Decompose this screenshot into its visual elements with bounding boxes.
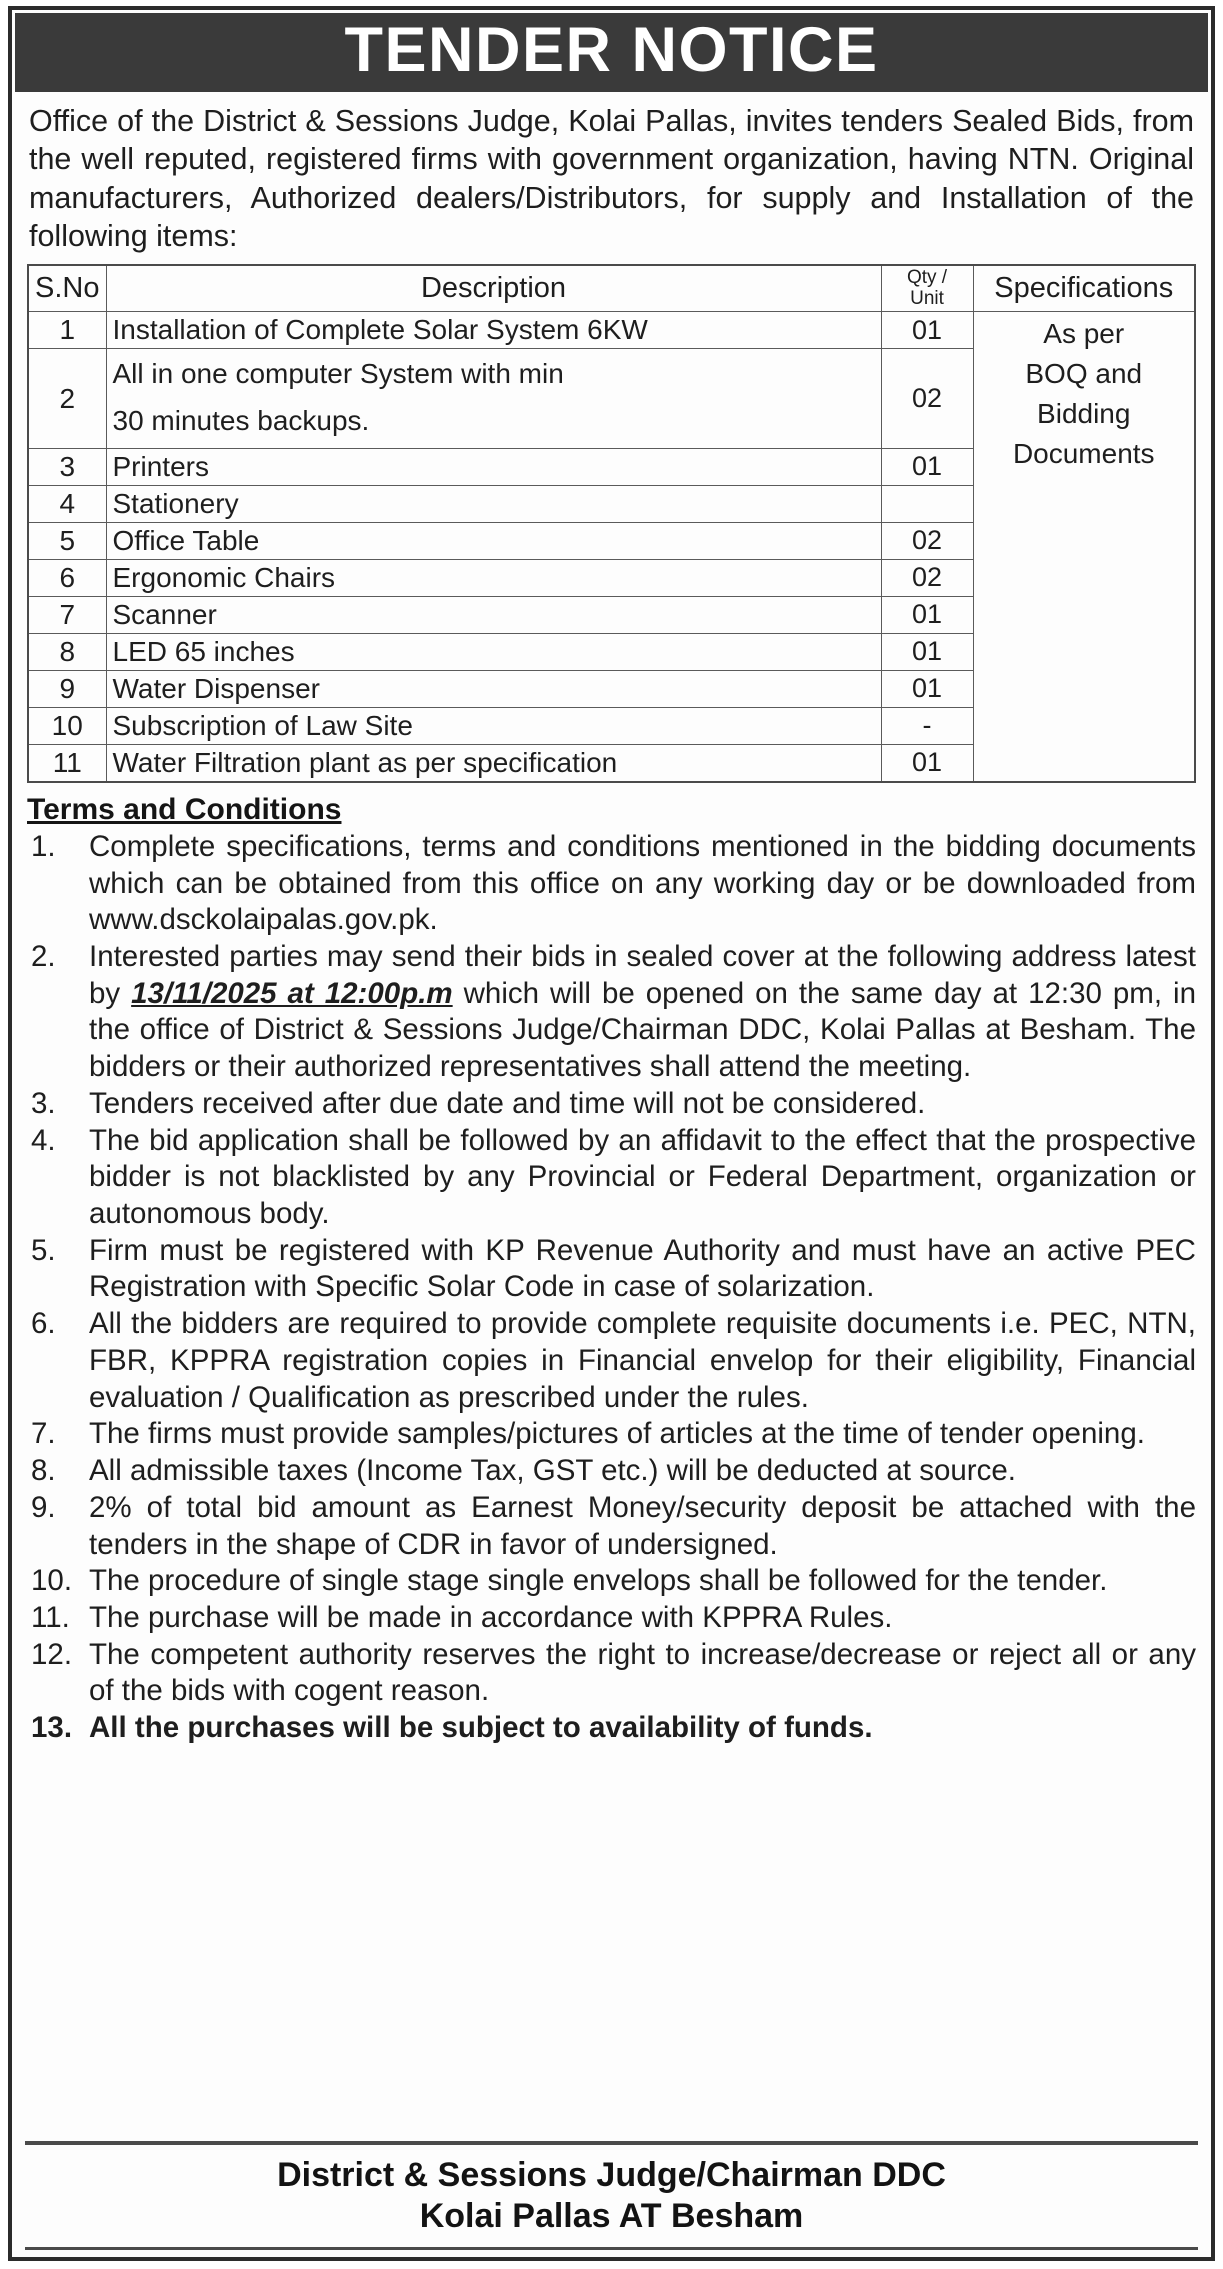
terms-item-text: All the purchases will be subject to availability of funds. — [89, 1711, 873, 1745]
terms-item-text: All the bidders are required to provide complete requisite documents i.e. PEC, NTN, FBR, KPPRA registration copies in Financial envelop for their eligibility, Financial evaluation / Qualification as prescribed under the rules. — [89, 1307, 1196, 1414]
specifications-line: Documents — [1012, 437, 1155, 469]
terms-item-number: 3. — [31, 1086, 56, 1120]
terms-item-number: 11. — [31, 1600, 70, 1634]
terms-list — [27, 829, 1196, 1747]
footer-location: Kolai Pallas AT Besham — [419, 2197, 804, 2236]
terms-section — [15, 783, 1208, 2136]
cell-sno: 9 — [28, 670, 106, 707]
cell-qty: 01 — [881, 633, 973, 670]
terms-item-number: 7. — [31, 1417, 56, 1451]
terms-item-number: 6. — [31, 1307, 56, 1341]
terms-item — [27, 1123, 1196, 1233]
terms-item-text: Firm must be registered with KP Revenue Authority and must have an active PEC Registration with Specific Solar Code in case of solarization. — [89, 1233, 1196, 1304]
cell-description: LED 65 inches — [106, 633, 881, 670]
cell-description: Scanner — [106, 596, 881, 633]
cell-description: Office Table — [106, 522, 881, 559]
terms-item-text: The firms must provide samples/pictures of articles at the time of tender opening. — [89, 1417, 1145, 1451]
terms-item-number: 12. — [31, 1637, 73, 1671]
col-header-specifications: Specifications — [973, 265, 1195, 312]
terms-item — [27, 939, 1196, 1086]
terms-item-number: 2. — [31, 940, 56, 973]
items-table — [27, 264, 1196, 783]
cell-description: Subscription of Law Site — [106, 707, 881, 744]
table-row — [28, 312, 1195, 349]
terms-heading: Terms and Conditions — [27, 792, 342, 826]
terms-item-number: 4. — [31, 1123, 56, 1157]
cell-specifications — [973, 312, 1195, 782]
cell-qty: 01 — [881, 312, 973, 349]
terms-item-text: The competent authority reserves the right to increase/decrease or reject all or any of the bids with cogent reason. — [89, 1637, 1196, 1708]
page-title: TENDER NOTICE — [344, 15, 879, 85]
description-line-2: 30 minutes backups. — [112, 404, 370, 436]
terms-item — [27, 1086, 1196, 1123]
specifications-line: As per — [1043, 318, 1125, 350]
cell-description: Water Filtration plant as per specification — [106, 744, 881, 782]
cell-qty: 01 — [881, 596, 973, 633]
cell-description: Printers — [106, 448, 881, 485]
cell-sno: 5 — [28, 522, 106, 559]
specifications-line: BOQ and — [1025, 358, 1143, 390]
terms-item-number: 8. — [31, 1454, 56, 1488]
items-table-head — [28, 265, 1195, 312]
terms-item-text: The bid application shall be followed by an affidavit to the effect that the prospective bidder is not blacklisted by any Provincial or Federal Department, organization or autonomous body. — [89, 1123, 1196, 1231]
terms-item — [27, 1490, 1196, 1563]
terms-item-text: The purchase will be made in accordance with KPPRA Rules. — [89, 1600, 893, 1634]
cell-qty: 02 — [881, 559, 973, 596]
cell-description: Stationery — [106, 485, 881, 522]
cell-description: Ergonomic Chairs — [106, 559, 881, 596]
items-table-body — [28, 312, 1195, 782]
terms-item-number: 5. — [31, 1233, 56, 1267]
terms-item — [27, 1563, 1196, 1600]
specifications-line: Bidding — [1037, 397, 1131, 429]
cell-qty: 01 — [881, 670, 973, 707]
col-header-qty-unit: Qty / Unit — [881, 265, 973, 312]
cell-qty: 02 — [881, 522, 973, 559]
terms-item — [27, 1710, 1196, 1747]
terms-item-text: All admissible taxes (Income Tax, GST etc.) will be deducted at source. — [89, 1454, 1016, 1488]
cell-sno: 3 — [28, 448, 106, 485]
title-banner — [15, 13, 1208, 92]
cell-sno: 11 — [28, 744, 106, 782]
deadline-highlight: 13/11/2025 at 12:00p.m — [131, 976, 453, 1010]
terms-item-text: Complete specifications, terms and conditions mentioned in the bidding documents which can be obtained from this office on any working day or be downloaded from www.dsckolaipalas.gov.pk. — [89, 829, 1196, 937]
terms-item-text: Tenders received after due date and time will not be considered. — [89, 1086, 926, 1120]
col-header-sno: S.No — [28, 265, 106, 312]
cell-description — [106, 349, 881, 448]
cell-sno: 8 — [28, 633, 106, 670]
intro-paragraph: Office of the District & Sessions Judge, Kolai Pallas, invites tenders Sealed Bids, from the well reputed, registered firms with government organization, having NTN. Original manufacturers, Authorized dealers/Distributors, for supply and Installation of the following items: — [29, 104, 1194, 254]
terms-item — [27, 829, 1196, 939]
terms-item — [27, 1637, 1196, 1710]
terms-item — [27, 1600, 1196, 1637]
cell-sno: 4 — [28, 485, 106, 522]
cell-sno: 1 — [28, 312, 106, 349]
col-header-description: Description — [106, 265, 881, 312]
notice-frame — [8, 6, 1215, 2261]
terms-item-number: 10. — [31, 1564, 73, 1598]
terms-item — [27, 1453, 1196, 1490]
cell-description: Installation of Complete Solar System 6KW — [106, 312, 881, 349]
terms-item — [27, 1233, 1196, 1306]
cell-qty: 01 — [881, 448, 973, 485]
cell-qty: - — [881, 707, 973, 744]
terms-item-number: 9. — [31, 1490, 56, 1524]
cell-sno: 2 — [28, 349, 106, 448]
items-table-wrapper — [15, 262, 1208, 783]
cell-qty: 01 — [881, 744, 973, 782]
terms-item-text: 2% of total bid amount as Earnest Money/security deposit be attached with the tenders in the shape of CDR in favor of undersigned. — [89, 1490, 1196, 1561]
description-line-1: All in one computer System with min — [112, 358, 564, 390]
cell-sno: 10 — [28, 707, 106, 744]
terms-item-text — [89, 939, 1196, 1086]
terms-item-text: The procedure of single stage single envelops shall be followed for the tender. — [89, 1564, 1108, 1598]
cell-sno: 7 — [28, 596, 106, 633]
footer-designation: District & Sessions Judge/Chairman DDC — [277, 2156, 946, 2195]
terms-item-number: 13. — [31, 1711, 73, 1745]
terms-text-before: Interested parties may send their bids in sealed cover at the following address latest by — [89, 940, 1196, 1010]
cell-qty — [881, 485, 973, 522]
terms-text-after: which will be opened on the same day at 12:30 pm, in the office of District & Sessions Judge/Chairman DDC, Kolai Pallas at Besham. The bidders or their authorized representatives shall attend the meeting. — [89, 976, 1196, 1084]
table-header-row — [28, 265, 1195, 312]
cell-qty: 02 — [881, 349, 973, 448]
terms-item-number: 1. — [31, 829, 56, 863]
terms-item — [27, 1306, 1196, 1416]
terms-item — [27, 1416, 1196, 1453]
signature-footer — [25, 2141, 1198, 2250]
cell-description: Water Dispenser — [106, 670, 881, 707]
cell-sno: 6 — [28, 559, 106, 596]
